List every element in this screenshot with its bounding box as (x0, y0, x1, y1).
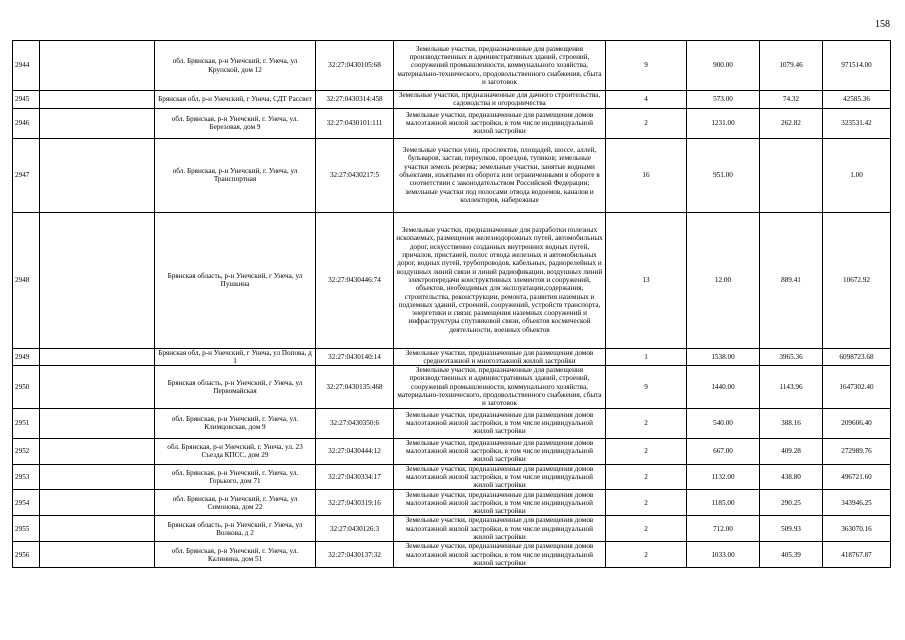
table-row (13, 408, 891, 438)
cell-number: 2952 (13, 438, 40, 464)
cell-area: 262.82 (760, 108, 823, 138)
cell-number: 2947 (13, 138, 40, 212)
table-row (13, 542, 891, 568)
table-row (13, 490, 891, 516)
cell-cadastral-number: 32:27:0430319:16 (316, 490, 394, 516)
cell-number: 2955 (13, 516, 40, 542)
cell-cadastral-number: 32:27:0430217:5 (316, 138, 394, 212)
cell-cadastral-value: 209606.40 (823, 408, 891, 438)
cell-cadastral-number: 32:27:0430444:12 (316, 438, 394, 464)
cell-number: 2956 (13, 542, 40, 568)
cell-number: 2949 (13, 348, 40, 366)
table-row (13, 41, 891, 91)
cell-group: 2 (606, 516, 687, 542)
cell-group: 13 (606, 212, 687, 348)
cell-specific-value: 1538.00 (687, 348, 760, 366)
cell-number: 2950 (13, 366, 40, 408)
cell-cadastral-value: 496721.60 (823, 464, 891, 490)
cell-area (760, 138, 823, 212)
cell-group: 2 (606, 490, 687, 516)
cell-specific-value: 951.00 (687, 138, 760, 212)
cadastral-registry-table (12, 40, 891, 568)
cell-group: 2 (606, 438, 687, 464)
table-row (13, 348, 891, 366)
cell-cadastral-number: 32:27:0430140:14 (316, 348, 394, 366)
cell-land-use: Земельные участки, предназначенные для размещения производственных и административных зданий, строений, сооружений промышленности, коммунального хозяйства, материально-технического, продовольственного снабжения, сбыта и заготовок (394, 366, 606, 408)
cell-cadastral-value: 6098723.68 (823, 348, 891, 366)
table-row (13, 516, 891, 542)
cell-address: Брянская область, р-н Унечский, г Унеча, ул Пушкина (155, 212, 316, 348)
cell-specific-value: 573.00 (687, 91, 760, 109)
cell-group: 9 (606, 41, 687, 91)
cell-specific-value: 1132.00 (687, 464, 760, 490)
cell-land-use: Земельные участки улиц, проспектов, площадей, шоссе, аллей, бульваров, застав, переулков, проездов, тупиков; земельные участки земель резерва; земельные участки, занятые водными объектами, изъятыми из оборота или ограниченными в обороте в соответствии с законодательством Российской Федерации; земельные участки под полосами отвода водоемов, каналов и коллекторов, набережные (394, 138, 606, 212)
cell-cadastral-number: 32:27:0430334:17 (316, 464, 394, 490)
cell-blank (40, 41, 155, 91)
table-row (13, 138, 891, 212)
cell-cadastral-number: 32:27:0430101:111 (316, 108, 394, 138)
cell-blank (40, 108, 155, 138)
cell-address: Брянская область, р-н Унечский, г Унеча, ул Первомайская (155, 366, 316, 408)
cell-number: 2945 (13, 91, 40, 109)
cell-cadastral-value: 418767.87 (823, 542, 891, 568)
cell-specific-value: 900.00 (687, 41, 760, 91)
cell-blank (40, 438, 155, 464)
cell-land-use: Земельные участки, предназначенные для разработки полезных ископаемых, размещения железнодорожных путей, автомобильных дорог, искусственно созданных внутренних водных путей, причалов, пристаней, полос отвода железных и автомобильных дорог, водных путей, трубопроводов, кабельных, радиорелейных и воздушных линий связи и линий радиофикации, воздушных линий электропередачи конструктивных элементов и сооружений, объектов, необходимых для эксплуатации,содержания, строительства, реконструкции, ремонта, развития наземных и подземных зданий, строений, сооружений, устройств транспорта, энергетики и связи; размещения наземных сооружений и инфраструктуры спутниковой связи, объектов космической деятельности, военных объектов (394, 212, 606, 348)
cell-cadastral-value: 363070.16 (823, 516, 891, 542)
cell-specific-value: 667.00 (687, 438, 760, 464)
cell-land-use: Земельные участки, предназначенные для размещения домов малоэтажной жилой застройки, в том числе индивидуальной жилой застройки (394, 490, 606, 516)
cell-area: 290.25 (760, 490, 823, 516)
cell-specific-value: 712.00 (687, 516, 760, 542)
cell-cadastral-number: 32:27:0430314:458 (316, 91, 394, 109)
cell-blank (40, 542, 155, 568)
cell-cadastral-number: 32:27:0430135:468 (316, 366, 394, 408)
cell-blank (40, 464, 155, 490)
cell-blank (40, 490, 155, 516)
table-row (13, 212, 891, 348)
cell-address: обл. Брянская, р-н Унечский, г. Унеча, ул Крупской, дом 12 (155, 41, 316, 91)
cell-cadastral-number: 32:27:0430105:68 (316, 41, 394, 91)
table-row (13, 366, 891, 408)
cell-cadastral-value: 971514.00 (823, 41, 891, 91)
cell-cadastral-number: 32:27:0430137:32 (316, 542, 394, 568)
cell-cadastral-value: 1.00 (823, 138, 891, 212)
cell-address: обл. Брянская, р-н Унечский, г. Унеча, ул. Горького, дом 71 (155, 464, 316, 490)
cell-group: 9 (606, 366, 687, 408)
cell-land-use: Земельные участки, предназначенные для размещения домов малоэтажной жилой застройки, в том числе индивидуальной жилой застройки (394, 516, 606, 542)
cell-blank (40, 516, 155, 542)
cell-blank (40, 138, 155, 212)
cell-blank (40, 212, 155, 348)
cell-cadastral-value: 272989.76 (823, 438, 891, 464)
cell-address: Брянская обл, р-н Унечский, г Унеча, СДТ Рассвет (155, 91, 316, 109)
cell-group: 2 (606, 542, 687, 568)
cell-area: 1079.46 (760, 41, 823, 91)
cell-address: обл. Брянская, р-н Унечский, г. Унеча, ул. Березовая, дом 9 (155, 108, 316, 138)
cell-area: 889.41 (760, 212, 823, 348)
cell-group: 4 (606, 91, 687, 109)
cell-land-use: Земельные участки, предназначенные для размещения домов малоэтажной жилой застройки, в том числе индивидуальной жилой застройки (394, 108, 606, 138)
cell-blank (40, 366, 155, 408)
cell-number: 2954 (13, 490, 40, 516)
cell-address: Брянская обл, р-н Унечский, г Унеча, ул Попова, д 1 (155, 348, 316, 366)
cell-address: обл. Брянская, р-н Унечский, г. Унеча, ул. Калинина, дом 51 (155, 542, 316, 568)
table-row (13, 91, 891, 109)
cell-land-use: Земельные участки, предназначенные для размещения домов малоэтажной жилой застройки, в том числе индивидуальной жилой застройки (394, 438, 606, 464)
cell-group: 1 (606, 348, 687, 366)
cell-address: Брянская область, р-н Унечский, г Унеча, ул Волкова, д 2 (155, 516, 316, 542)
cell-specific-value: 1185.00 (687, 490, 760, 516)
registry-body (13, 41, 891, 568)
cell-cadastral-value: 1647302.40 (823, 366, 891, 408)
cell-cadastral-number: 32:27:0430126:3 (316, 516, 394, 542)
cell-specific-value: 1033.00 (687, 542, 760, 568)
cell-area: 3965.36 (760, 348, 823, 366)
cell-area: 509.93 (760, 516, 823, 542)
cell-cadastral-value: 10672.92 (823, 212, 891, 348)
cell-cadastral-value: 42585.36 (823, 91, 891, 109)
cell-number: 2944 (13, 41, 40, 91)
table-row (13, 438, 891, 464)
cell-area: 405.39 (760, 542, 823, 568)
cell-number: 2953 (13, 464, 40, 490)
cell-blank (40, 348, 155, 366)
cell-cadastral-number: 32:27:0430350:6 (316, 408, 394, 438)
cell-blank (40, 408, 155, 438)
cell-area: 1143.96 (760, 366, 823, 408)
cell-land-use: Земельные участки, предназначенные для размещения производственных и административных зданий, строений, сооружений промышленности, коммунального хозяйства, материально-технического, продовольственного снабжения, сбыта и заготовок (394, 41, 606, 91)
cell-land-use: Земельные участки, предназначенные для размещения домов малоэтажной жилой застройки, в том числе индивидуальной жилой застройки (394, 408, 606, 438)
cell-land-use: Земельные участки, предназначенные для размещения домов среднеэтажной и многоэтажной жилой застройки (394, 348, 606, 366)
cell-specific-value: 12.00 (687, 212, 760, 348)
cell-blank (40, 91, 155, 109)
cell-group: 16 (606, 138, 687, 212)
cell-land-use: Земельные участки, предназначенные для размещения домов малоэтажной жилой застройки, в том числе индивидуальной жилой застройки (394, 542, 606, 568)
cell-address: обл. Брянская, р-н Унечский, г. Унеча, ул. Климцовская, дом 9 (155, 408, 316, 438)
cell-area: 438.80 (760, 464, 823, 490)
cell-specific-value: 1440.00 (687, 366, 760, 408)
cell-number: 2948 (13, 212, 40, 348)
table-row (13, 108, 891, 138)
cell-address: обл. Брянская, р-н Унечский, г. Унеча, ул. 23 Съезда КПСС, дом 29 (155, 438, 316, 464)
cell-group: 2 (606, 108, 687, 138)
cell-specific-value: 1231.00 (687, 108, 760, 138)
cell-area: 388.16 (760, 408, 823, 438)
cell-cadastral-number: 32:27:0430446:74 (316, 212, 394, 348)
cell-address: обл. Брянская, р-н Унечский, г. Унеча, ул Транспортная (155, 138, 316, 212)
cell-specific-value: 540.00 (687, 408, 760, 438)
cell-land-use: Земельные участки, предназначенные для размещения домов малоэтажной жилой застройки, в том числе индивидуальной жилой застройки (394, 464, 606, 490)
cell-cadastral-value: 323531.42 (823, 108, 891, 138)
page-number: 158 (875, 19, 890, 30)
table-row (13, 464, 891, 490)
cell-group: 2 (606, 464, 687, 490)
cell-cadastral-value: 343946.25 (823, 490, 891, 516)
cell-number: 2951 (13, 408, 40, 438)
cell-number: 2946 (13, 108, 40, 138)
cell-area: 409.28 (760, 438, 823, 464)
cell-address: обл. Брянская, р-н Унечский, г. Унеча, ул Симонова, дом 22 (155, 490, 316, 516)
cell-group: 2 (606, 408, 687, 438)
cell-area: 74.32 (760, 91, 823, 109)
cell-land-use: Земельные участки, предназначенные для дачного строительства, садоводства и огородничества (394, 91, 606, 109)
